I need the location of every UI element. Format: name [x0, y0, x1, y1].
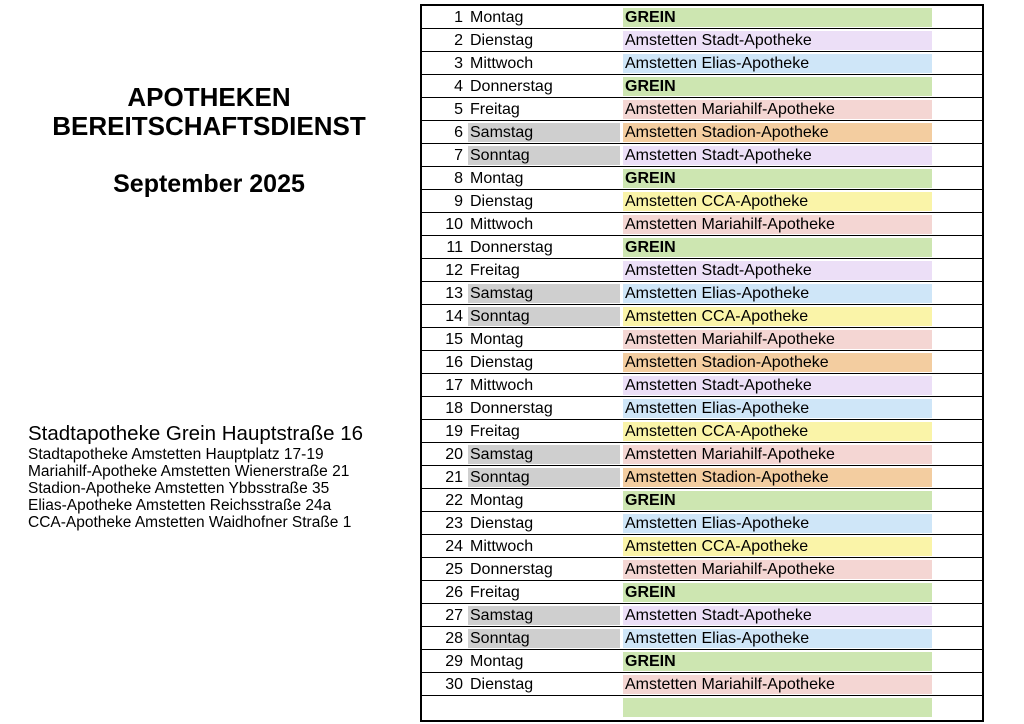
- day-number: 13: [445, 285, 463, 302]
- day-number: 9: [454, 193, 463, 210]
- table-row: [422, 374, 982, 397]
- weekday-cell: Montag: [470, 492, 524, 509]
- pharmacy-cell: Amstetten Stadion-Apotheke: [623, 123, 932, 142]
- table-row: [422, 259, 982, 282]
- weekday-cell: Montag: [470, 331, 524, 348]
- table-row: [422, 512, 982, 535]
- pharmacy-cell: GREIN: [623, 169, 932, 188]
- table-row: [422, 443, 982, 466]
- pharmacy-cell: Amstetten CCA-Apotheke: [623, 192, 932, 211]
- weekday-cell: Montag: [470, 170, 524, 187]
- weekday-cell: Mittwoch: [470, 538, 534, 555]
- weekday-cell: Donnerstag: [470, 239, 553, 256]
- pharmacy-cell: Amstetten Stadt-Apotheke: [623, 261, 932, 280]
- day-number: 3: [454, 55, 463, 72]
- day-number: 12: [445, 262, 463, 279]
- pharmacy-cell: Amstetten Elias-Apotheke: [623, 399, 932, 418]
- table-row: [422, 650, 982, 673]
- weekday-cell: Mittwoch: [470, 377, 534, 394]
- weekday-cell: Sonntag: [468, 307, 620, 326]
- day-number: 18: [445, 400, 463, 417]
- table-row: [422, 236, 982, 259]
- day-number: 22: [445, 492, 463, 509]
- weekday-cell: Dienstag: [470, 32, 534, 49]
- pharmacy-cell: GREIN: [623, 77, 932, 96]
- pharmacy-cell: Amstetten Stadt-Apotheke: [623, 31, 932, 50]
- table-row: [422, 29, 982, 52]
- day-number: 25: [445, 561, 463, 578]
- day-number: 28: [445, 630, 463, 647]
- day-number: 23: [445, 515, 463, 532]
- weekday-cell: Montag: [470, 9, 524, 26]
- pharmacy-cell: GREIN: [623, 8, 932, 27]
- weekday-cell: Freitag: [470, 262, 520, 279]
- day-number: 1: [454, 9, 463, 26]
- pharmacy-cell: Amstetten Mariahilf-Apotheke: [623, 560, 932, 579]
- pharmacy-cell: Amstetten CCA-Apotheke: [623, 307, 932, 326]
- weekday-cell: Dienstag: [470, 676, 534, 693]
- pharmacy-cell: GREIN: [623, 238, 932, 257]
- day-number: 17: [445, 377, 463, 394]
- pharmacy-cell: Amstetten Stadion-Apotheke: [623, 468, 932, 487]
- table-row: [422, 75, 982, 98]
- address-item: Stadtapotheke Grein Hauptstraße 16: [28, 422, 364, 445]
- table-row: [422, 282, 982, 305]
- table-row: [422, 121, 982, 144]
- table-row: [422, 466, 982, 489]
- table-row: [422, 190, 982, 213]
- day-number: 30: [445, 676, 463, 693]
- weekday-cell: Dienstag: [470, 193, 534, 210]
- pharmacy-cell: Amstetten Elias-Apotheke: [623, 514, 932, 533]
- address-list: [28, 422, 363, 531]
- table-row: [422, 397, 982, 420]
- title-line-2: BEREITSCHAFTSDIENST: [52, 111, 366, 141]
- table-row: [422, 305, 982, 328]
- day-number: 15: [445, 331, 463, 348]
- pharmacy-cell: Amstetten Mariahilf-Apotheke: [623, 675, 932, 694]
- table-row: [422, 6, 982, 29]
- table-row: [422, 558, 982, 581]
- day-number: 5: [454, 101, 463, 118]
- pharmacy-cell: Amstetten CCA-Apotheke: [623, 537, 932, 556]
- day-number: 29: [445, 653, 463, 670]
- day-number: 2: [454, 32, 463, 49]
- day-number: 19: [445, 423, 463, 440]
- pharmacy-cell: Amstetten Stadt-Apotheke: [623, 376, 932, 395]
- pharmacy-cell: GREIN: [623, 583, 932, 602]
- pharmacy-cell: Amstetten Stadt-Apotheke: [623, 606, 932, 625]
- day-number: 16: [445, 354, 463, 371]
- day-number: 6: [454, 124, 463, 141]
- pharmacy-cell: Amstetten Mariahilf-Apotheke: [623, 445, 932, 464]
- address-item: Mariahilf-Apotheke Amstetten Wienerstraße 21: [28, 463, 350, 480]
- table-row: [422, 144, 982, 167]
- month-title: September 2025: [113, 170, 305, 198]
- pharmacy-cell: Amstetten Stadion-Apotheke: [623, 353, 932, 372]
- day-number: 8: [454, 170, 463, 187]
- day-number: 24: [445, 538, 463, 555]
- weekday-cell: Samstag: [468, 606, 620, 625]
- weekday-cell: Dienstag: [470, 354, 534, 371]
- weekday-cell: Sonntag: [468, 629, 620, 648]
- table-row: [422, 328, 982, 351]
- pharmacy-cell: Amstetten Elias-Apotheke: [623, 54, 932, 73]
- pharmacy-cell: Amstetten Mariahilf-Apotheke: [623, 100, 932, 119]
- weekday-cell: Donnerstag: [470, 400, 553, 417]
- day-number: 14: [445, 308, 463, 325]
- table-row: [422, 581, 982, 604]
- day-number: 27: [445, 607, 463, 624]
- weekday-cell: Freitag: [470, 101, 520, 118]
- weekday-cell: Dienstag: [470, 515, 534, 532]
- weekday-cell: Mittwoch: [470, 216, 534, 233]
- weekday-cell: Donnerstag: [470, 561, 553, 578]
- address-item: Elias-Apotheke Amstetten Reichsstraße 24a: [28, 497, 332, 514]
- day-number: 7: [454, 147, 463, 164]
- table-row: [422, 420, 982, 443]
- empty-pharmacy-cell: [623, 698, 932, 717]
- day-number: 4: [454, 78, 463, 95]
- page-title: [20, 83, 398, 141]
- weekday-cell: Freitag: [470, 423, 520, 440]
- pharmacy-cell: Amstetten Mariahilf-Apotheke: [623, 330, 932, 349]
- weekday-cell: Montag: [470, 653, 524, 670]
- pharmacy-cell: Amstetten Stadt-Apotheke: [623, 146, 932, 165]
- table-row: [422, 213, 982, 236]
- table-row: [422, 535, 982, 558]
- pharmacy-cell: Amstetten Elias-Apotheke: [623, 629, 932, 648]
- title-line-1: APOTHEKEN: [127, 82, 291, 112]
- weekday-cell: Sonntag: [468, 468, 620, 487]
- address-item: Stadtapotheke Amstetten Hauptplatz 17-19: [28, 446, 324, 463]
- table-row: [422, 52, 982, 75]
- pharmacy-cell: GREIN: [623, 652, 932, 671]
- table-row: [422, 489, 982, 512]
- pharmacy-cell: Amstetten CCA-Apotheke: [623, 422, 932, 441]
- table-row: [422, 167, 982, 190]
- schedule-table: [420, 4, 984, 722]
- empty-row: [422, 696, 982, 720]
- day-number: 26: [445, 584, 463, 601]
- day-number: 20: [445, 446, 463, 463]
- table-row: [422, 673, 982, 696]
- pharmacy-cell: Amstetten Mariahilf-Apotheke: [623, 215, 932, 234]
- day-number: 11: [446, 239, 463, 256]
- day-number: 21: [445, 469, 463, 486]
- table-row: [422, 604, 982, 627]
- weekday-cell: Samstag: [468, 445, 620, 464]
- weekday-cell: Freitag: [470, 584, 520, 601]
- table-row: [422, 351, 982, 374]
- table-row: [422, 98, 982, 121]
- weekday-cell: Mittwoch: [470, 55, 534, 72]
- weekday-cell: Samstag: [468, 123, 620, 142]
- weekday-cell: Samstag: [468, 284, 620, 303]
- pharmacy-cell: Amstetten Elias-Apotheke: [623, 284, 932, 303]
- weekday-cell: Sonntag: [468, 146, 620, 165]
- address-item: CCA-Apotheke Amstetten Waidhofner Straße 1: [28, 514, 352, 531]
- table-row: [422, 627, 982, 650]
- address-item: Stadion-Apotheke Amstetten Ybbsstraße 35: [28, 480, 330, 497]
- day-number: 10: [445, 216, 463, 233]
- pharmacy-cell: GREIN: [623, 491, 932, 510]
- weekday-cell: Donnerstag: [470, 78, 553, 95]
